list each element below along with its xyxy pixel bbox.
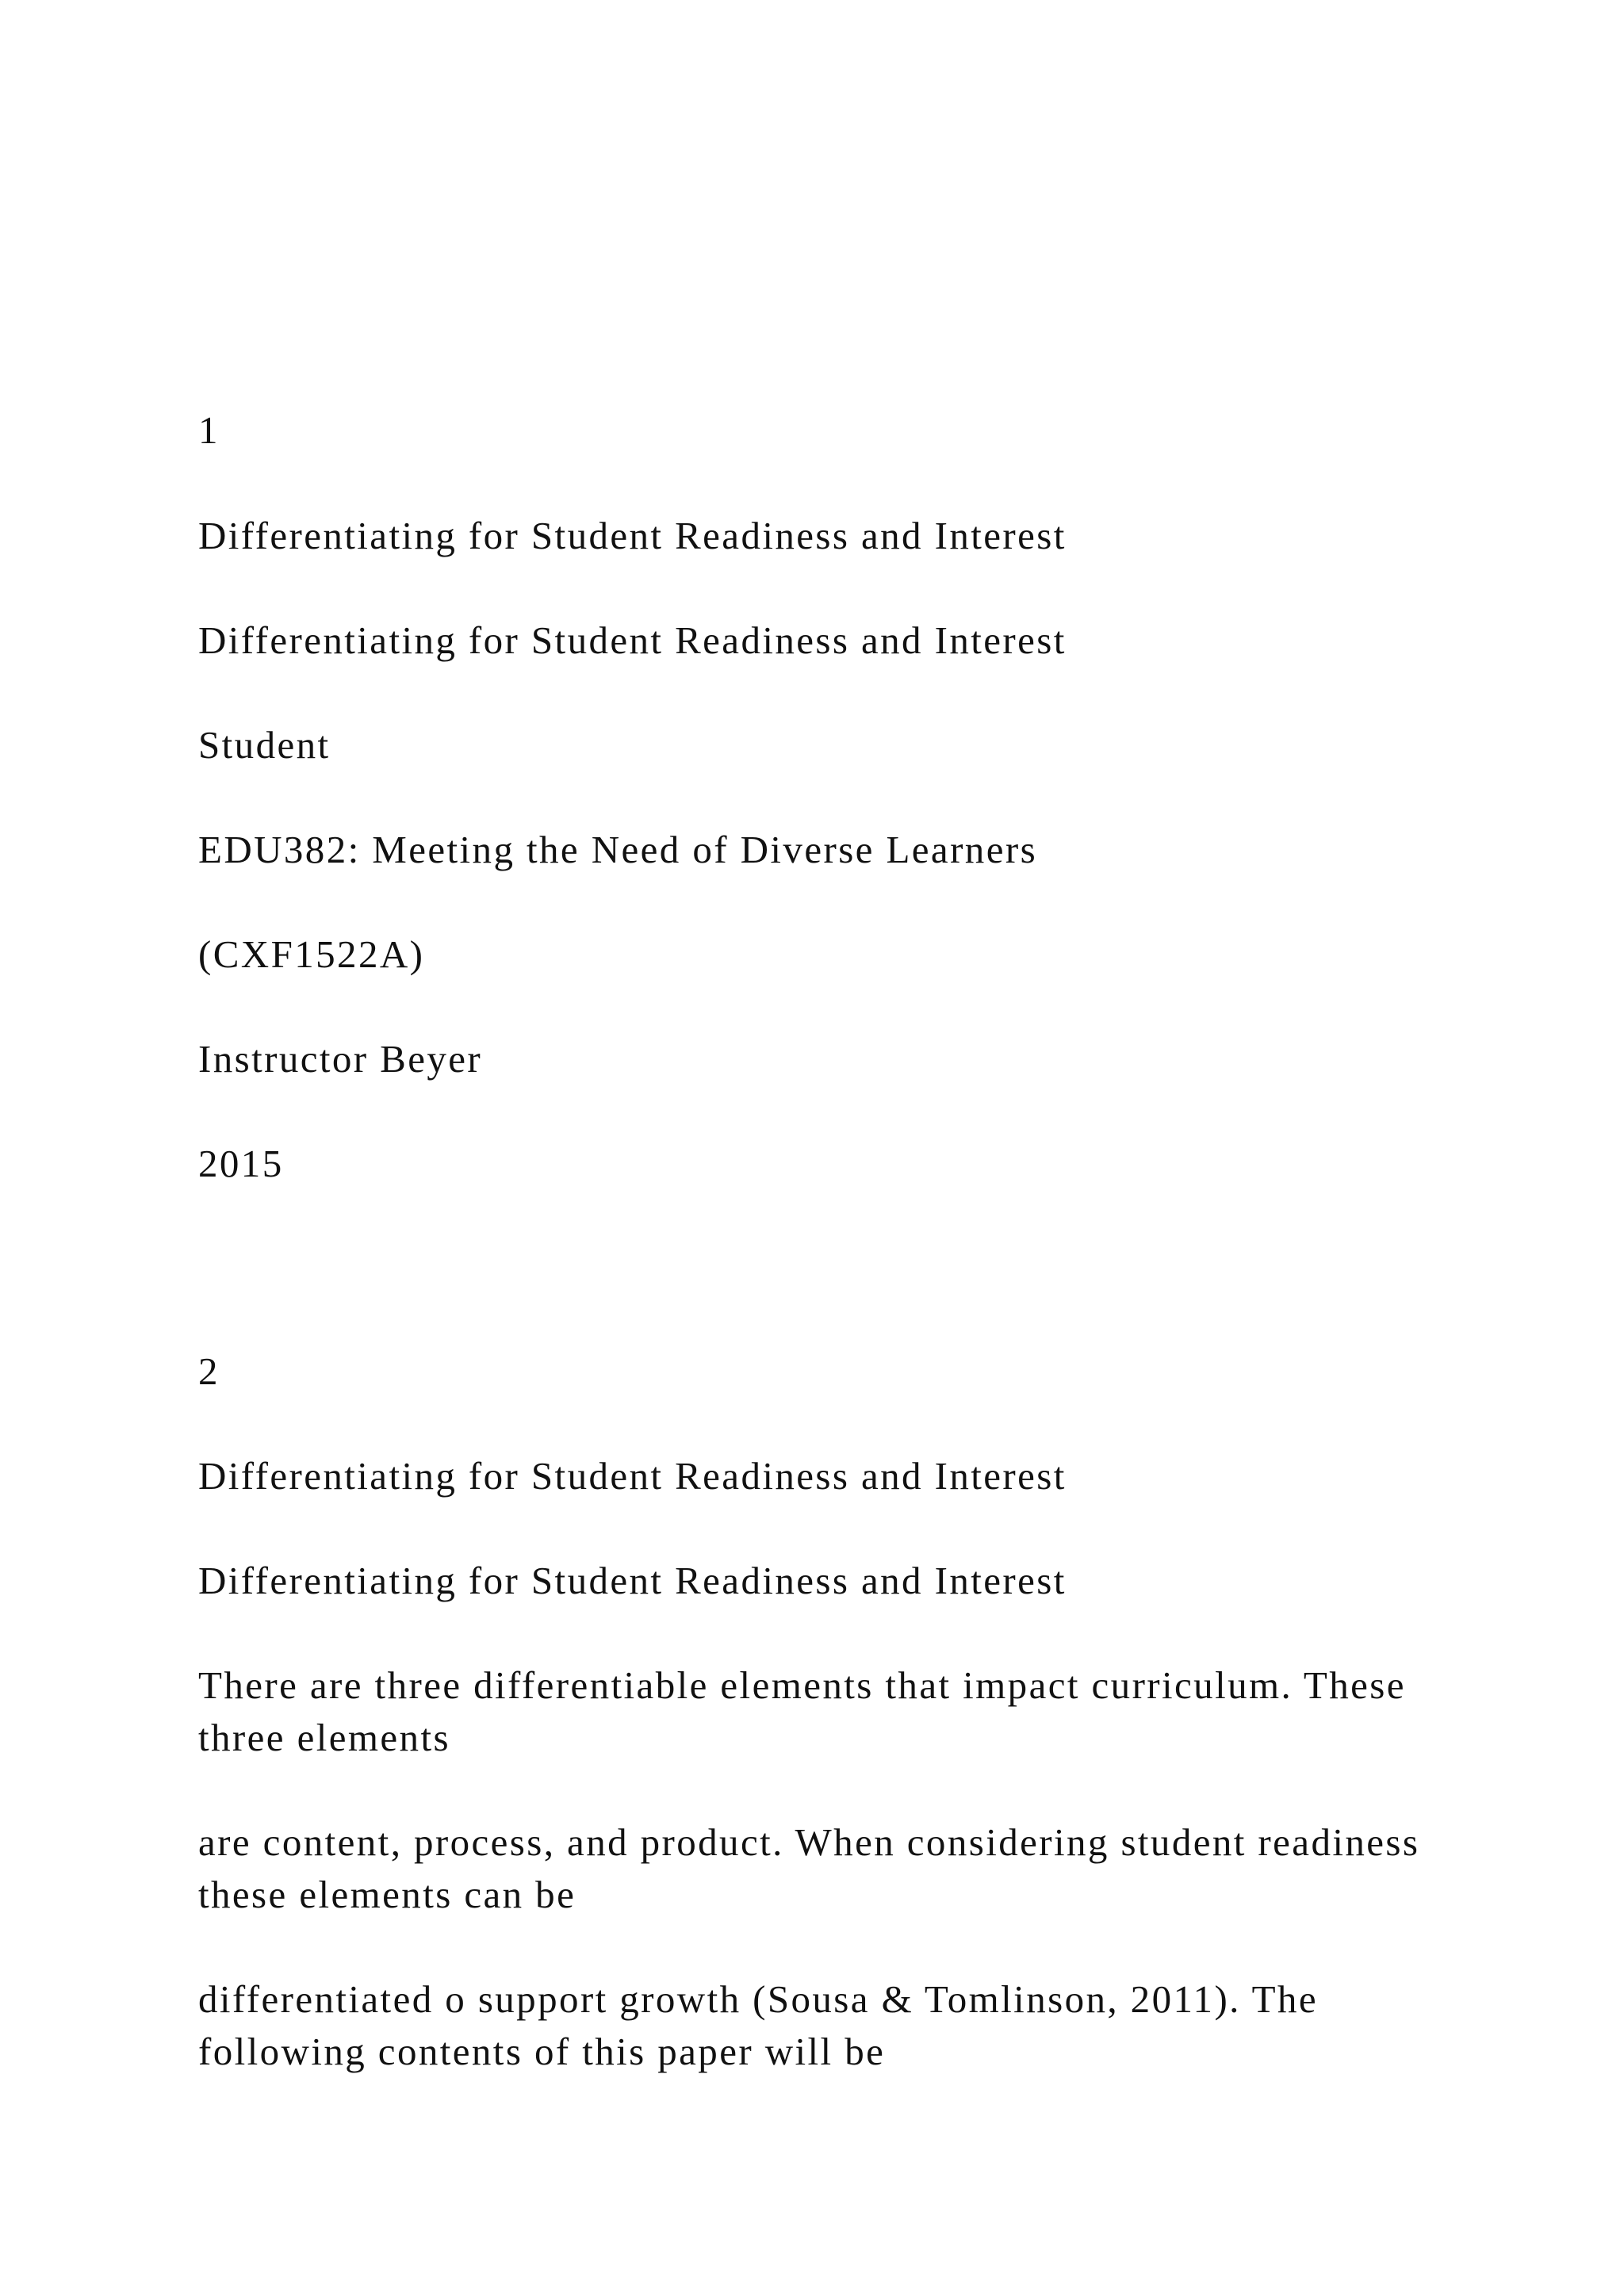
paragraph-line-2: are content, process, and product. When considering student readiness these elements can be — [198, 1820, 1420, 1916]
running-head-1: Differentiating for Student Readiness and Interest — [198, 514, 1067, 557]
paper-year: 2015 — [198, 1142, 284, 1185]
instructor-name: Instructor Beyer — [198, 1037, 483, 1081]
paragraph-line-3: differentiated o support growth (Sousa & Tomlinson, 2011). The following contents of this paper will be — [198, 1977, 1318, 2073]
page-number-2: 2 — [198, 1349, 220, 1393]
page-number-1: 1 — [198, 408, 220, 452]
running-head-2: Differentiating for Student Readiness and Interest — [198, 1454, 1067, 1498]
course-section: (CXF1522A) — [198, 932, 425, 976]
paragraph-line-1: There are three differentiable elements that impact curriculum. These three elements — [198, 1663, 1406, 1759]
course-name: EDU382: Meeting the Need of Diverse Learners — [198, 828, 1038, 871]
paper-title-1: Differentiating for Student Readiness and Interest — [198, 618, 1067, 662]
author-name: Student — [198, 723, 331, 767]
paper-title-2: Differentiating for Student Readiness and Interest — [198, 1559, 1067, 1602]
